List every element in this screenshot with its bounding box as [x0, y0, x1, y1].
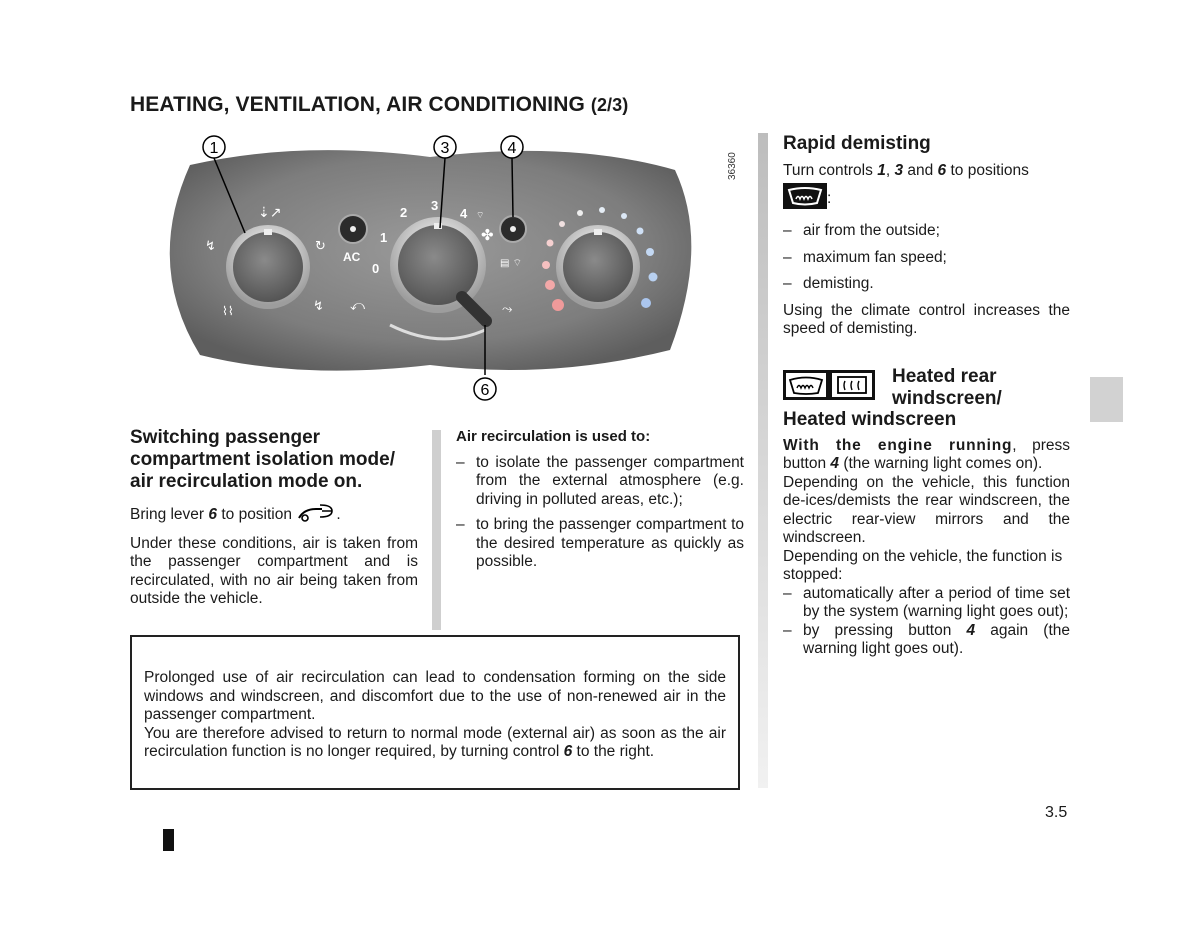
page-title — [130, 93, 628, 117]
svg-text:1: 1 — [209, 140, 219, 157]
callout-3 — [434, 136, 456, 158]
engine-running-text: With the engine running — [783, 436, 1013, 454]
recirculation-section — [130, 427, 418, 609]
section-tab — [1090, 377, 1123, 422]
distribution-knob[interactable] — [226, 225, 310, 309]
recirculation-uses — [456, 428, 744, 572]
page-title-main: HEATING, VENTILATION, AIR CONDITIONING — [130, 93, 585, 116]
demist-item-demisting: – demisting. — [783, 275, 1070, 294]
windscreen-mini-icon: ⌔ — [476, 211, 485, 221]
p1-rest: , press button — [783, 436, 1070, 472]
stop-item-button-end: again (the warning light goes out). — [803, 621, 1070, 657]
lever-number: 6 — [208, 505, 218, 523]
rapid-demisting-heading: Rapid demisting — [783, 133, 931, 154]
fan-level-2: 2 — [400, 205, 408, 220]
stop-item-button-start: by pressing button — [803, 621, 967, 639]
control-6-ref: 6 — [937, 162, 947, 179]
intro-comma: , — [885, 162, 895, 179]
recirculation-body: Under these conditions, air is taken from the passenger compartment and is recirculated, with no air being taken from outside the vehicle. — [130, 534, 418, 607]
recirculation-heading: Switching passenger compartment isolation mode/ air recirculation mode on. — [130, 427, 395, 492]
page-number: 3.5 — [1045, 804, 1068, 821]
right-column — [783, 133, 1070, 659]
p1-end: (the warning light comes on). — [839, 455, 1043, 472]
recirculation-position-icon — [296, 501, 336, 529]
ac-label: AC — [343, 250, 361, 264]
demist-position-line — [783, 183, 1070, 215]
intro-start: Turn controls — [783, 162, 878, 179]
uses-item-temperature: – to bring the passenger compartment to the desired temperature as quickly as possible. — [456, 516, 744, 572]
demist-note: Using the climate control increases the speed of demisting. — [783, 301, 1070, 337]
lever-text-end: to position — [217, 505, 292, 523]
fan-level-1: 1 — [380, 230, 388, 245]
page-marker — [163, 829, 174, 851]
stop-item-auto: – automatically after a period of time set by the system (warning light goes out); — [783, 585, 1070, 622]
button-4-ref: 4 — [830, 455, 840, 472]
control-3-ref: 3 — [894, 162, 904, 179]
uses-item-isolate: – to isolate the passenger compartment from the external atmosphere (e.g. driving in polluted areas, etc.); — [456, 454, 744, 510]
vent-screen-feet-icon: ↯ — [313, 299, 324, 314]
callout-1 — [203, 136, 225, 158]
lever-period: . — [336, 505, 341, 523]
temperature-knob[interactable] — [556, 225, 640, 309]
fan-level-0: 0 — [372, 261, 380, 276]
intro-end: to positions — [946, 162, 1029, 179]
heated-screen-heading-a: Heated rear windscreen/ — [892, 365, 1002, 409]
fan-level-3: 3 — [431, 198, 439, 213]
rapid-demisting-intro — [783, 162, 1070, 181]
recirculation-icon: ⤺ — [350, 298, 365, 314]
climate-panel-illustration — [150, 125, 710, 415]
warning-line-2-end: to the right. — [572, 743, 655, 760]
intro-and: and — [903, 162, 938, 179]
svg-text:3: 3 — [440, 140, 450, 157]
stop-item-button — [783, 622, 1070, 659]
demist-item-outside-air: – air from the outside; — [783, 222, 1070, 241]
heated-screen-p3: Depending on the vehicle, the function is stopped: — [783, 547, 1063, 583]
demist-colon: : — [827, 189, 832, 207]
figure-reference: 36360 — [727, 152, 738, 180]
vent-face-feet-icon: ↻ — [315, 239, 326, 254]
heated-screen-icon-pair — [783, 370, 875, 405]
heated-screen-icons: ▤ ⌔ — [500, 258, 523, 269]
heated-screen-heading-row — [783, 366, 1070, 410]
callout-6 — [474, 378, 496, 400]
svg-text:6: 6 — [480, 382, 490, 399]
outside-air-icon: ⤳ — [502, 302, 513, 317]
demist-item-fan-speed: – maximum fan speed; — [783, 249, 1070, 268]
control-1-ref: 1 — [877, 162, 886, 179]
windscreen-demist-icon — [783, 183, 827, 215]
warning-line-2-start: You are therefore advised to return to normal mode (external air) as soon as the air recirculation function is no longer required, by turning control — [144, 724, 726, 760]
recirculation-lever-text — [130, 501, 418, 529]
warning-control-number: 6 — [563, 743, 573, 760]
callout-4 — [501, 136, 523, 158]
heated-screen-p2: Depending on the vehicle, this function de-ices/demists the rear windscreen, the electric rear-view mirrors and the windscreen. — [783, 473, 1070, 546]
warning-line-1: Prolonged use of air recirculation can lead to condensation forming on the side windows and windscreen, and discomfort due to the use of non-renewed air in the passenger compartment. — [144, 669, 726, 723]
ac-button[interactable] — [339, 215, 367, 243]
uses-heading: Air recirculation is used to: — [456, 428, 651, 445]
heated-screen-p1 — [783, 437, 1070, 474]
climate-panel-figure — [150, 125, 710, 415]
fan-level-4: 4 — [460, 206, 468, 221]
column-divider-mid — [432, 430, 441, 630]
fan-icon: ✤ — [481, 226, 494, 244]
stop-button-4-ref: 4 — [966, 621, 976, 639]
lever-text-start: Bring lever — [130, 505, 209, 523]
warning-line-2 — [144, 725, 726, 762]
svg-text:4: 4 — [507, 140, 517, 157]
heated-screen-button[interactable] — [500, 216, 526, 242]
vent-face-icon: ⇣↗ — [258, 205, 282, 221]
defrost-small-icon: ⌇⌇ — [222, 304, 234, 318]
page-title-part: (2/3) — [590, 95, 629, 115]
heated-screen-heading-b: Heated windscreen — [783, 408, 957, 430]
warning-text — [144, 669, 726, 762]
warning-box — [130, 635, 740, 790]
vent-feet-icon: ↯ — [205, 239, 216, 254]
column-divider-right — [758, 133, 768, 788]
